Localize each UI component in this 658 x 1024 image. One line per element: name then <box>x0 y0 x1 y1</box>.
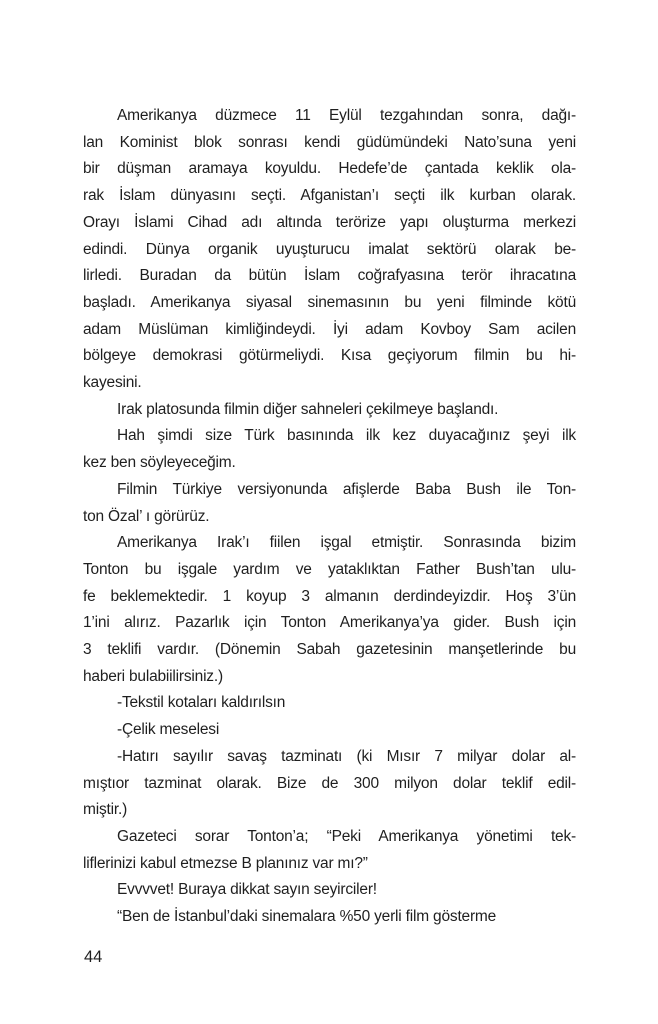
text-line: başladı. Amerikanya siyasal sinemasının bu yeni filminde kötü <box>83 293 576 311</box>
text-line: haberi bulabiilirsiniz.) <box>83 667 223 685</box>
text-line: liflerinizi kabul etmezse B planınız var mı?” <box>83 854 368 872</box>
text-line: 3 teklifi vardır. (Dönemin Sabah gazetesinin manşetlerinde bu <box>83 641 576 659</box>
paragraph <box>83 824 576 877</box>
text-line: mıştıor tazminat olarak. Bize de 300 milyon dolar teklif edil- <box>83 774 576 792</box>
text-line: Amerikanya düzmece 11 Eylül tezgahından sonra, dağı- <box>117 107 576 124</box>
text-line: bölgeye demokrasi götürmeliydi. Kısa geçiyorum filmin bu hi- <box>83 347 576 365</box>
paragraph <box>83 103 576 397</box>
paragraph <box>83 904 576 931</box>
text-line: -Tekstil kotaları kaldırılsın <box>117 694 286 712</box>
text-line: kayesini. <box>83 374 142 392</box>
paragraph <box>83 877 576 904</box>
text-line: Gazeteci sorar Tonton’a; “Peki Amerikanya yönetimi tek- <box>117 827 576 845</box>
text-line: kez ben söyleyeceğim. <box>83 454 236 472</box>
page-number: 44 <box>84 948 103 966</box>
paragraph <box>83 530 576 690</box>
text-line: lirledi. Buradan da bütün İslam coğrafyasına terör ihracatına <box>83 267 576 285</box>
text-line: Filmin Türkiye versiyonunda afişlerde Baba Bush ile Ton- <box>117 480 576 498</box>
text-line: rak İslam dünyasını seçti. Afganistan’ı seçti ilk kurban olarak. <box>83 187 576 205</box>
text-line: Amerikanya Irak’ı fiilen işgal etmiştir. Sonrasında bizim <box>117 534 576 552</box>
text-line: edindi. Dünya organik uyuşturucu imalat sektörü olarak be- <box>83 240 576 258</box>
paragraph <box>83 397 576 424</box>
text-line: Tonton bu işgale yardım ve yataklıktan Father Bush’tan ulu- <box>83 560 576 578</box>
text-line: “Ben de İstanbul’daki sinemalara %50 yerli film gösterme <box>117 908 497 926</box>
text-line: ton Özal’ ı görürüz. <box>83 507 210 525</box>
paragraph <box>83 477 576 530</box>
text-line: Irak platosunda filmin diğer sahneleri çekilmeye başlandı. <box>117 400 499 418</box>
text-line: bir düşman aramaya koyuldu. Hedefe’de çantada keklik ola- <box>83 160 576 178</box>
text-line: fe beklemektedir. 1 koyup 3 almanın derdindeyizdir. Hoş 3’ün <box>83 587 576 605</box>
text-line: -Çelik meselesi <box>117 721 220 739</box>
text-line: adam Müslüman kimliğindeydi. İyi adam Kovboy Sam acilen <box>83 320 576 338</box>
text-line: lan Kominist blok sonrası kendi güdümündeki Nato’suna yeni <box>83 133 576 151</box>
text-line: 1’ini alırız. Pazarlık için Tonton Amerikanya’ya gider. Bush için <box>83 614 576 632</box>
text-line: Hah şimdi size Türk basınında ilk kez duyacağınız şeyi ilk <box>117 427 576 445</box>
paragraph <box>83 717 576 744</box>
text-line: Evvvvet! Buraya dikkat sayın seyirciler! <box>117 881 377 899</box>
text-line: miştir.) <box>83 801 128 819</box>
paragraph <box>83 423 576 476</box>
text-block <box>83 103 576 931</box>
text-line: Orayı İslami Cihad adı altında terörize yapı oluşturma merkezi <box>83 213 576 231</box>
text-line: -Hatırı sayılır savaş tazminatı (ki Mısır 7 milyar dolar al- <box>117 747 576 765</box>
paragraph <box>83 690 576 717</box>
paragraph <box>83 744 576 824</box>
